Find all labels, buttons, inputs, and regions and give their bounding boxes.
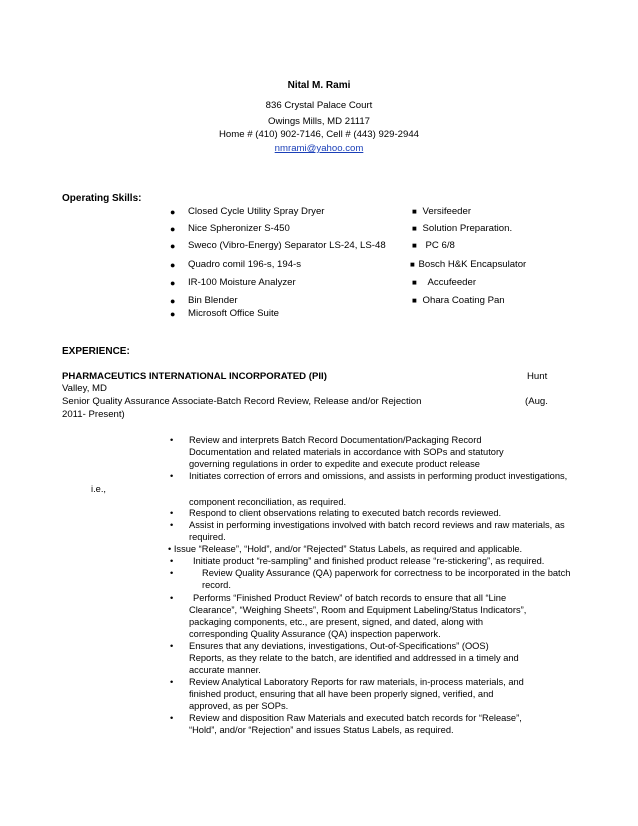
skill-label: IR-100 Moisture Analyzer bbox=[188, 277, 296, 288]
skill-right-item bbox=[412, 277, 476, 289]
duty-line: Respond to client observations relating to executed batch records reviewed. bbox=[189, 508, 502, 518]
skill-label: Accufeeder bbox=[427, 277, 477, 288]
skill-left-item bbox=[170, 295, 238, 307]
duty-line: i.e., bbox=[91, 484, 106, 494]
square-bullet-icon: ■ bbox=[412, 207, 417, 216]
duty-line: Review and interprets Batch Record Documentation/Packaging Record bbox=[189, 435, 482, 445]
square-bullet-icon: ■ bbox=[412, 278, 417, 287]
company-name: PHARMACEUTICS INTERNATIONAL INCORPORATED (PII) bbox=[62, 371, 327, 382]
duty-line: Assist in performing investigations involved with batch record reviews and raw materials, as bbox=[189, 520, 565, 530]
duty-line: • Issue “Release”, “Hold”, and/or “Rejected” Status Labels, as required and applicable. bbox=[168, 544, 523, 554]
duty-line: “Hold”, and/or “Rejection” and issues Status Labels, as required. bbox=[189, 725, 454, 735]
dates-part-1: (Aug. bbox=[525, 396, 548, 407]
skill-right-item bbox=[412, 206, 471, 218]
duty-line: Review Quality Assurance (QA) paperwork for correctness to be incorporated in the batch bbox=[202, 568, 571, 578]
skill-label: Versifeeder bbox=[422, 206, 472, 217]
bullet-icon: ● bbox=[170, 241, 176, 251]
bullet-icon: • bbox=[170, 471, 174, 481]
location-part-1: Hunt bbox=[527, 371, 548, 382]
skill-left-item bbox=[170, 206, 324, 218]
skill-label: Microsoft Office Suite bbox=[188, 308, 279, 319]
duty-line: Reports, as they relate to the batch, are identified and addressed in a timely and bbox=[189, 653, 519, 663]
bullet-icon: ● bbox=[170, 207, 176, 217]
duty-line: required. bbox=[189, 532, 226, 542]
skill-label: Nice Spheronizer S-450 bbox=[188, 223, 290, 234]
skill-label: Quadro comil 196-s, 194-s bbox=[188, 259, 302, 270]
skill-right-item bbox=[412, 240, 455, 252]
duty-line: Documentation and related materials in accordance with SOPs and statutory bbox=[189, 447, 504, 457]
location-part-2: Valley, MD bbox=[62, 383, 107, 394]
bullet-icon: • bbox=[170, 641, 174, 651]
duty-line: Clearance”, “Weighing Sheets”, Room and Equipment Labeling/Status Indicators”, bbox=[189, 605, 527, 615]
skill-label: Sweco (Vibro-Energy) Separator LS-24, LS-48 bbox=[188, 240, 386, 251]
skill-right-item bbox=[412, 295, 505, 307]
bullet-icon: • bbox=[170, 520, 174, 530]
duty-line: Initiates correction of errors and omissions, and assists in performing product investigations, bbox=[189, 471, 568, 481]
duty-line: accurate manner. bbox=[189, 665, 261, 675]
skill-label: Closed Cycle Utility Spray Dryer bbox=[188, 206, 325, 217]
duty-line: packaging components, etc., are present, signed, and dated, along with bbox=[189, 617, 484, 627]
skill-left-item bbox=[170, 259, 301, 271]
duty-line: Performs “Finished Product Review” of batch records to ensure that all “Line bbox=[193, 593, 507, 603]
skill-right-item bbox=[412, 223, 512, 235]
bullet-icon: ● bbox=[170, 278, 176, 288]
bullet-icon: • bbox=[170, 677, 174, 687]
bullet-icon: • bbox=[170, 568, 174, 578]
duty-line: Initiate product “re-sampling” and finished product release “re-stickering”, as required. bbox=[193, 556, 545, 566]
dates-part-2: 2011- Present) bbox=[62, 409, 125, 420]
phone-numbers: Home # (410) 902-7146, Cell # (443) 929-2944 bbox=[219, 129, 419, 140]
bullet-icon: ● bbox=[170, 309, 176, 319]
skill-label: Bin Blender bbox=[188, 295, 238, 306]
bullet-icon: • bbox=[170, 435, 174, 445]
skill-left-item bbox=[170, 308, 279, 320]
bullet-icon: ● bbox=[170, 260, 176, 270]
duty-line: governing regulations in order to expedite and execute product release bbox=[189, 459, 480, 469]
skill-label: Solution Preparation. bbox=[422, 223, 513, 234]
square-bullet-icon: ■ bbox=[412, 241, 417, 250]
duty-line: approved, as per SOPs. bbox=[189, 701, 289, 711]
bullet-icon: • bbox=[170, 556, 174, 566]
bullet-icon: • bbox=[170, 713, 174, 723]
address-city: Owings Mills, MD 21117 bbox=[267, 116, 370, 127]
duty-line: record. bbox=[202, 580, 231, 590]
bullet-icon: • bbox=[170, 508, 174, 518]
address-street: 836 Crystal Palace Court bbox=[265, 100, 373, 111]
duty-line: component reconciliation, as required. bbox=[189, 497, 347, 507]
skill-label: PC 6/8 bbox=[425, 240, 455, 251]
skill-left-item bbox=[170, 240, 386, 252]
duty-line: Review Analytical Laboratory Reports for raw materials, in-process materials, and bbox=[189, 677, 524, 687]
skill-left-item bbox=[170, 223, 290, 235]
email-link[interactable]: nmrami@yahoo.com bbox=[274, 143, 364, 154]
square-bullet-icon: ■ bbox=[412, 224, 417, 233]
duty-line: Review and disposition Raw Materials and executed batch records for “Release”, bbox=[189, 713, 522, 723]
resume-name: Nital M. Rami bbox=[287, 80, 351, 91]
duty-line: finished product, ensuring that all have been properly signed, verified, and bbox=[189, 689, 494, 699]
skill-label: Bosch H&K Encapsulator bbox=[418, 259, 527, 270]
square-bullet-icon: ■ bbox=[412, 296, 417, 305]
skill-label: Ohara Coating Pan bbox=[422, 295, 505, 306]
job-title: Senior Quality Assurance Associate-Batch Record Review, Release and/or Rejection bbox=[62, 396, 422, 407]
duty-line: Ensures that any deviations, investigations, Out-of-Specifications” (OOS) bbox=[189, 641, 489, 651]
square-bullet-icon: ■ bbox=[410, 260, 415, 269]
bullet-icon: ● bbox=[170, 224, 176, 234]
bullet-icon: • bbox=[170, 593, 174, 603]
skills-heading: Operating Skills: bbox=[62, 193, 142, 204]
duty-line: corresponding Quality Assurance (QA) inspection paperwork. bbox=[189, 629, 441, 639]
bullet-icon: ● bbox=[170, 296, 176, 306]
experience-heading: EXPERIENCE: bbox=[62, 346, 130, 357]
skill-left-item bbox=[170, 277, 296, 289]
email-row bbox=[0, 143, 638, 155]
skill-right-item bbox=[410, 259, 526, 271]
